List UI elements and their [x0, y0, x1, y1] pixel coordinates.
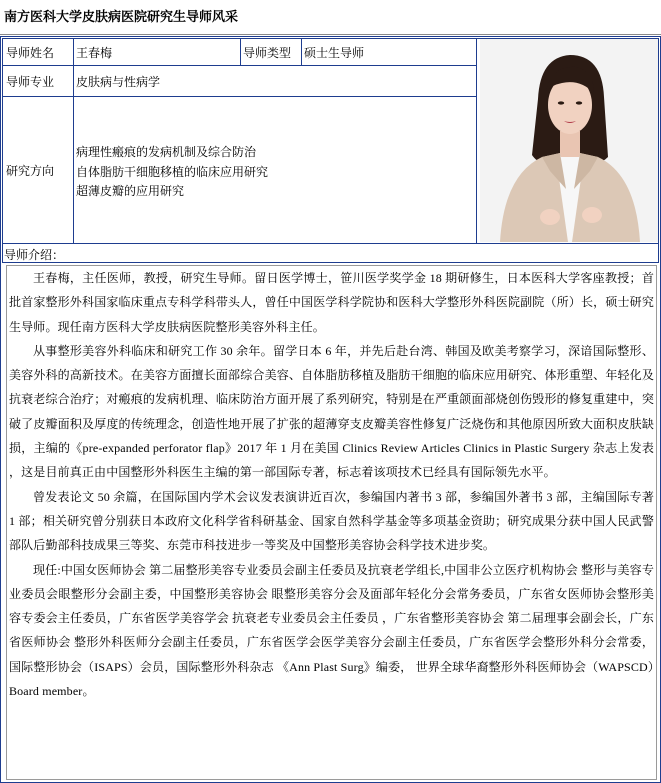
bio-paragraph: 曾发表论文 50 余篇，在国际国内学术会议发表演讲近百次，参编国内著书 3 部，参编国外著书 3 部，主编国际专著 1 部；相关研究曾分别获日本政府文化科学省科研基金、国家自然科学基金等多项基金资助；研究成果分获中国人民武警部队后勤部科技成果三等奖、东莞市科技进步一等奖及中国整形美容协会科学技术进步奖。 [9, 489, 654, 553]
major-value: 皮肤病与性病学 [76, 75, 161, 89]
bio-paragraph: 王春梅，主任医师，教授，研究生导师。留日医学博士，笹川医学奖学金 18 期研修生，日本医科大学客座教授；首批首家整形外科国家临床重点专科学科带头人，曾任中国医学科学院协和医科大学整形外科医院副院（所）长，硕士研究生导师。现任南方医科大学皮肤病医院整形美容外科主任。 [9, 271, 654, 334]
type-value: 硕士生导师 [304, 46, 365, 60]
research-item: 自体脂肪干细胞移植的临床应用研究 [76, 164, 269, 179]
bio-section [6, 265, 657, 780]
type-label: 导师类型 [243, 46, 292, 60]
research-item: 超薄皮瓣的应用研究 [76, 184, 185, 198]
name-value: 王春梅 [76, 46, 113, 60]
name-label: 导师姓名 [6, 46, 55, 60]
research-item: 病理性瘢痕的发病机制及综合防治 [76, 145, 257, 159]
title-divider [0, 34, 661, 35]
intro-label: 导师介绍： [4, 248, 65, 262]
intro-label-cell [2, 243, 659, 263]
major-label: 导师专业 [6, 75, 55, 89]
bio-paragraph: 从事整形美容外科临床和研究工作 30 余年。留学日本 6 年，并先后赴台湾、韩国及欧美考察学习，深谙国际整形、美容外科的高新技术。在美容方面擅长面部综合美容、自体脂肪移植及脂肪干细胞的临床应用研究、体形重塑、年轻化及抗衰老综合治疗；对瘢痕的发病机理、临床防治方面开展了系列研究，特别是在严重颌面部烧创伤毁形的修复重建中，突破了皮瓣面积及厚度的传统理念，创造性地开展了扩张的超薄穿支皮瓣美容性修复广泛烧伤和其他原因所致大面积皮肤缺损，主编的《pre-expanded perforator flap》2017 年 1 月在美国 Clinics Review Articles Clinics in Plastic Surgery 杂志上发表 ，这是目前真正由中国整形外科医生主编的第一部国际专著，标志着该项技术已经具有国际领先水平。 [9, 343, 654, 480]
research-list [76, 143, 268, 202]
bio-paragraph: 现任:中国女医师协会 第二届整形美容专业委员会副主任委员及抗衰老学组长,中国非公立医疗机构协会 整形与美容专业委员会眼整形分会副主委，中国整形美容协会 眼整形美容分会及面部年轻化分会常务委员，广东省女医师协会整形美容专委会主任委员，广东省医学美容学会 抗衰老专业委员会主任委员 ，广东省整形美容协会 第二届理事会副会长，广东省医师协会 整形外科医师分会副主任委员，广东省医学会医学美容分会副主任委员，广东省医学会整形外科分会常委，国际整形协会（ISAPS）会员，国际整形外科杂志 《Ann Plast Surg》编委， 世界全球华裔整形外科医师协会（WAPSCD）Board member。 [9, 562, 654, 699]
page-title: 南方医科大学皮肤病医院研究生导师风采 [4, 10, 239, 25]
portrait-photo [480, 39, 658, 242]
research-label: 研究方向 [6, 164, 55, 178]
